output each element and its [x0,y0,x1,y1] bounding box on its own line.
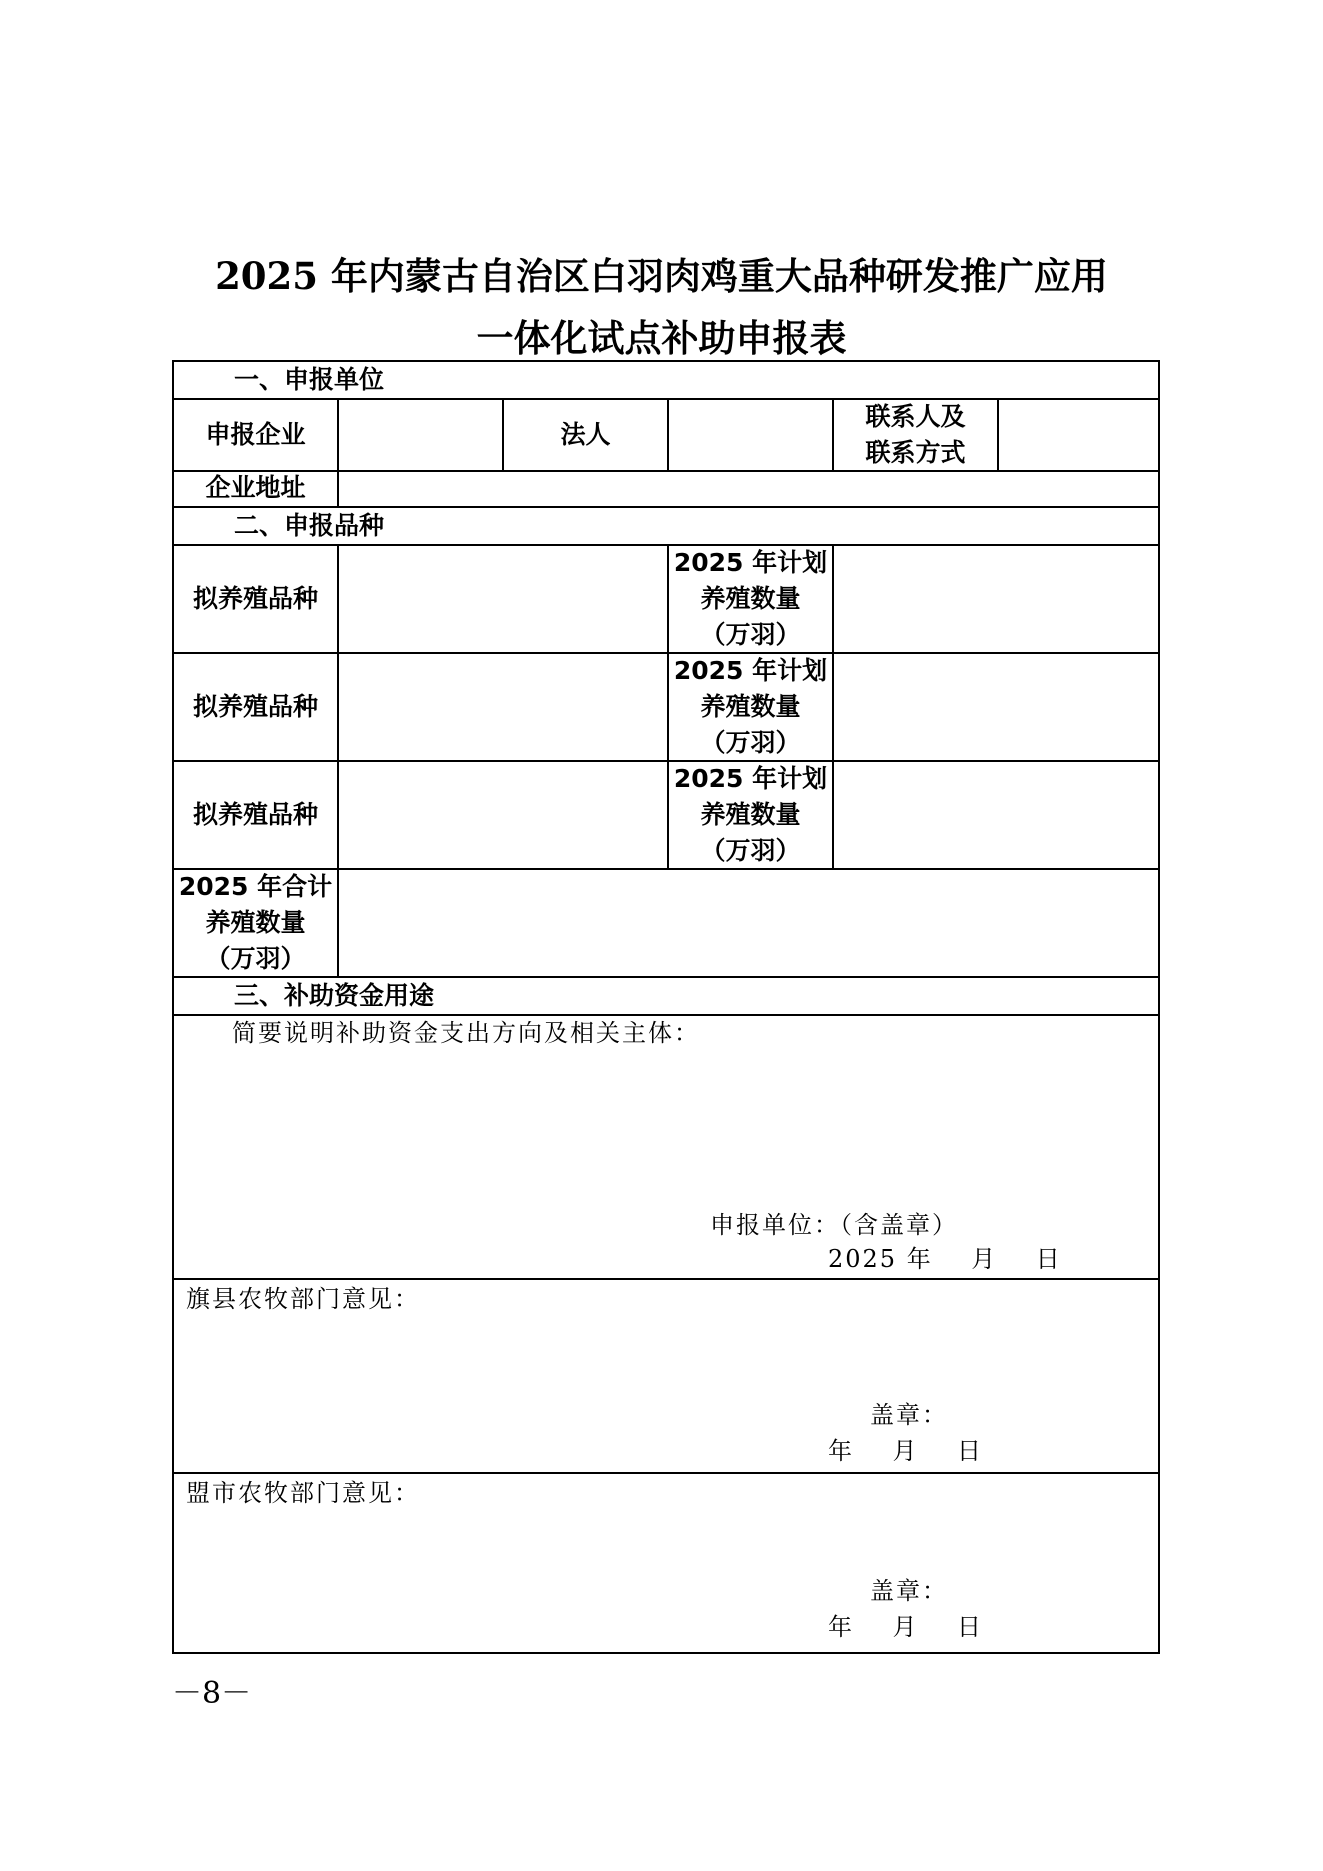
fund-use-signer: 申报单位：（含盖章） [710,1211,958,1239]
fund-use-prompt: 简要说明补助资金支出方向及相关主体： [232,1019,700,1047]
plan-label-line-3: （万羽） [700,836,801,865]
plan-label-line-2: 养殖数量 [700,692,801,721]
league-seal: 盖章： [870,1577,948,1605]
section-heading-fund-use: 三、补助资金用途 [234,981,435,1010]
breed-label: 拟养殖品种 [192,800,318,829]
company-field[interactable] [339,400,502,470]
plan-label-line-2: 养殖数量 [700,584,801,613]
fund-use-field[interactable] [184,1054,1144,1194]
total-quantity-field[interactable] [339,870,1158,976]
company-label: 申报企业 [205,420,306,449]
plan-quantity-field[interactable] [834,654,1158,760]
league-opinion-label: 盟市农牧部门意见： [186,1479,420,1507]
county-seal: 盖章： [870,1401,948,1429]
plan-quantity-label [669,546,832,652]
total-quantity-label [174,870,337,976]
legal-label: 法人 [560,420,611,449]
league-opinion-field[interactable] [184,1514,1144,1584]
plan-quantity-label [669,762,832,868]
section-heading-breed: 二、申报品种 [234,511,385,540]
league-date: 年 月 日 [828,1613,984,1641]
breed-label: 拟养殖品种 [192,692,318,721]
form-title-line-1: 2025 年内蒙古自治区白羽肉鸡重大品种研发推广应用 [215,254,1108,298]
plan-label-line-1: 2025 年计划 [673,764,828,793]
page-number: －8－ [172,1676,252,1711]
application-form [172,360,1160,1654]
plan-label-line-1: 2025 年计划 [673,548,828,577]
plan-quantity-label [669,654,832,760]
total-label-line-1: 2025 年合计 [178,872,333,901]
plan-quantity-field[interactable] [834,546,1158,652]
total-label-line-2: 养殖数量 [205,908,306,937]
contact-label-line-2: 联系方式 [865,438,966,467]
breed-field[interactable] [339,654,667,760]
plan-label-line-2: 养殖数量 [700,800,801,829]
county-opinion-label: 旗县农牧部门意见： [186,1285,420,1313]
address-label: 企业地址 [205,473,306,502]
address-field[interactable] [339,472,1158,506]
form-title-line-2: 一体化试点补助申报表 [476,316,847,360]
county-date: 年 月 日 [828,1437,984,1465]
plan-label-line-1: 2025 年计划 [673,656,828,685]
fund-use-date: 2025 年 月 日 [828,1245,1062,1273]
contact-label [834,400,997,470]
contact-label-line-1: 联系人及 [865,402,966,431]
section-heading-unit: 一、申报单位 [234,365,385,394]
plan-quantity-field[interactable] [834,762,1158,868]
legal-field[interactable] [669,400,832,470]
county-opinion-field[interactable] [184,1320,1144,1400]
breed-field[interactable] [339,546,667,652]
plan-label-line-3: （万羽） [700,728,801,757]
breed-field[interactable] [339,762,667,868]
breed-label: 拟养殖品种 [192,584,318,613]
plan-label-line-3: （万羽） [700,620,801,649]
contact-field[interactable] [999,400,1158,470]
total-label-line-3: （万羽） [205,944,306,973]
